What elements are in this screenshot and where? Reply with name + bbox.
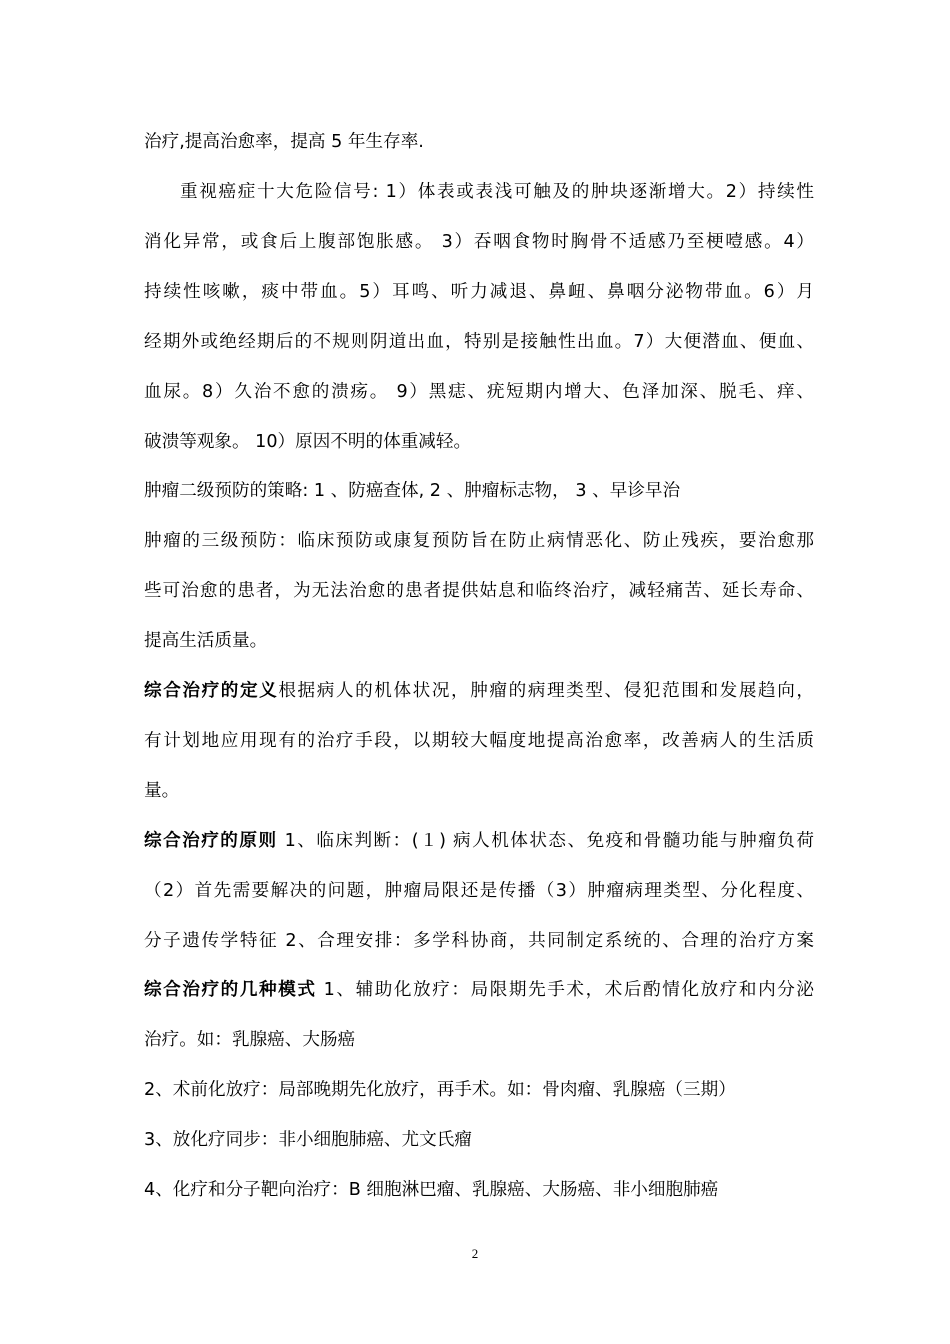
line-text: 根据病人的机体状况，肿瘤的病理类型、侵犯范围和发展趋向，: [278, 681, 814, 701]
line-text: 破溃等观象。 10）原因不明的体重减轻。: [144, 432, 472, 452]
text-line: [144, 1078, 814, 1102]
text-line: [144, 729, 814, 753]
text-line: [144, 779, 814, 803]
text-line: [144, 829, 814, 853]
section-heading: 综合治疗的几种模式: [144, 980, 317, 1000]
text-line: [144, 879, 814, 903]
line-text: 1、辅助化放疗：局限期先手术，术后酌情化放疗和内分泌: [316, 980, 814, 1000]
line-text: 4、化疗和分子靶向治疗：B 细胞淋巴瘤、乳腺癌、大肠癌、非小细胞肺癌: [144, 1180, 719, 1200]
line-text: 消化异常，或食后上腹部饱胀感。 3）吞咽食物时胸骨不适感乃至梗噎感。4）: [144, 232, 814, 252]
text-line: [144, 679, 814, 703]
line-text: 重视癌症十大危险信号: 1）体表或表浅可触及的肿块逐渐增大。2）持续性: [180, 182, 814, 202]
section-heading: 综合治疗的定义: [144, 681, 279, 701]
line-text: 有计划地应用现有的治疗手段，以期较大幅度地提高治愈率，改善病人的生活质: [144, 731, 814, 751]
line-text: 肿瘤二级预防的策略: 1 、防癌查体, 2 、肿瘤标志物， 3 、早诊早治: [144, 481, 681, 501]
text-line: [144, 1128, 814, 1152]
section-heading: 综合治疗的原则: [144, 831, 278, 851]
text-line: [144, 579, 814, 603]
text-line: [144, 130, 814, 154]
text-line: [144, 1178, 814, 1202]
page-number: 2: [471, 1246, 479, 1261]
text-line: [144, 280, 814, 304]
line-text: 治疗。如：乳腺癌、大肠癌: [144, 1030, 356, 1050]
text-line: [144, 380, 814, 404]
line-text: 持续性咳嗽，痰中带血。5）耳鸣、听力减退、鼻衄、鼻咽分泌物带血。6）月: [144, 282, 814, 302]
text-line: [144, 230, 814, 254]
line-text: 2、术前化放疗：局部晚期先化放疗，再手术。如：骨肉瘤、乳腺癌（三期）: [144, 1080, 736, 1100]
text-line: [144, 430, 814, 454]
text-line: [144, 529, 814, 553]
text-line: [144, 1028, 814, 1052]
line-text: 1、临床判断：(１) 病人机体状态、免疫和骨髓功能与肿瘤负荷: [277, 831, 814, 851]
line-text: 分子遗传学特征 2、合理安排：多学科协商，共同制定系统的、合理的治疗方案: [144, 931, 814, 951]
line-text: 治疗,提高治愈率，提高 5 年生存率.: [144, 132, 424, 152]
line-text: 肿瘤的三级预防：临床预防或康复预防旨在防止病情恶化、防止残疾，要治愈那: [144, 531, 814, 551]
line-text: 量。: [144, 781, 180, 801]
text-line: [144, 479, 814, 503]
text-line: [144, 929, 814, 953]
line-text: （2）首先需要解决的问题，肿瘤局限还是传播（3）肿瘤病理类型、分化程度、: [144, 881, 814, 901]
text-line: [144, 629, 814, 653]
line-text: 血尿。8）久治不愈的溃疡。 9）黑痣、疣短期内增大、色泽加深、脱毛、痒、: [144, 382, 814, 402]
text-line: [180, 180, 814, 204]
text-line: [144, 978, 814, 1002]
line-text: 3、放化疗同步：非小细胞肺癌、尤文氏瘤: [144, 1130, 472, 1150]
line-text: 经期外或绝经期后的不规则阴道出血，特别是接触性出血。7）大便潜血、便血、: [144, 332, 814, 352]
text-line: [144, 330, 814, 354]
line-text: 些可治愈的患者，为无法治愈的患者提供姑息和临终治疗，减轻痛苦、延长寿命、: [144, 581, 814, 601]
line-text: 提高生活质量。: [144, 631, 268, 651]
